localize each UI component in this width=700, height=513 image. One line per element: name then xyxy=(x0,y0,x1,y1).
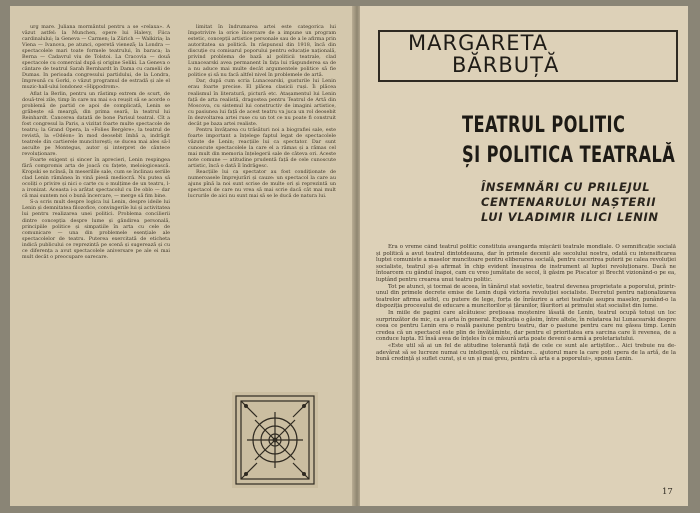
paragraph: Aflat la Berlin, pentru un răstimp extrem de scurt, de două-trei zile, timp în care nu mai s-a reușit să se acorde o problemă de partid ce apoi de complicată, Lenin se grăbește să meargă, din prima seară, la teatrul lui Reinhardt. Cancerea datată de bone Parisul teatral. Cît a fost congresul la Paris, a vizitat foarte multe spectacole de teatru; la Grand Opera, la «Folies Bergère», la teatrul de revistă, la «Odéon» în mod deosebit îmbă a, indrăgit teatrele din cartierele muncitorești; se ducea mai ales să-l asculte pe Montegus, autor și interpret de cântece revoluționare. xyxy=(22,90,170,157)
paragraph: urg mare. Juliana mormântul pentru a se «relaxa». A văzut astfel: la Munchen, opere lui Halevy, Fiica cardinalului; la Geneva — Carmen; la Zürich — Walkiria; la Viena — Ivanova, pe atunci, operetă vienezã; la Londra — spectacolele mari toate formele teatrului, în baraca; la Berna — Cadavrul viu de Tolstoi. La Cracovia — două spectacole cu comercial după și origine Seliki. La Geneva o cântare de teatrul Sarah Bernhardt în Dama cu camelii de Dumas. In perioada congresului partidului, de la Londra, împreună cu Gorki, o văzut programul de estradă și ale el muzic-hall-ului londonez «Hippodrom». xyxy=(22,24,170,91)
paragraph: In miile de pagini care alcătuiesc prețioasa moștenire lăsată de Lenin, teatrul ocupă totuși un loc surprinzător de mic, ca și arta în general. Explicația o găsim, între altele, în relatarea lui Lunacearski despre ceea ce pentru Lenin era o reală pasiune pentru teatru, dar o pasiune pentru care nu găsea timp. Lenin credea că un spectacol este plin de învățăminte, dar pentru el prioritatea era sarcina care îi revenea, de a conduce lupta. El însă avea de înțeles în ce măsură arta poate deveni o armă a proletariatului. xyxy=(376,309,676,343)
paragraph: Foarte exigent și sincer în aprecieri, Lenin respingea fără compromis arta de joacă cu fațete, meloiogicească. Kropski se ncînsă, în meserilile sale, cum se înclinau seriile clad Lenin rămânea în vină piesă mediocră. Nu putea să ocoliți o privire și nici o carte cu o mulțime de un teatru, l-a ironizat. Aceasta i-a arătat spectacolul cu De oblo — dar că mai suntem noi o bună încercare, — merge să fim bine. xyxy=(22,157,170,200)
paragraph: limitat în îndrumarea artei este categorica lui împotrivire la orice încercare de a impune un program estetic, concepții artistice personale sau de a le afirma prin autoritatea sa politică. In răspunsul din 1918, încă din discuție cu comisarul poporului pentru educație națională, privind problema de bază al politicii teatrale, clad Lunacearski avea permanent în fața lui răspunderea sa de a nu aduce mai multe decât argumentele politice să fie politice și să nu facă altfel nivel în problemele de artă. xyxy=(188,24,336,79)
paragraph: Dar, după cum scria Lunacearski, gusturile lui Lenin erau foarte precise. El plăcea clasicii ruși. Îi plăcea realismul în literatură, pictură etc. Atașamentul lui Lenin față de arta realistă, dragostea pentru Teatrul de Artă din Moscova, cu sistemul lui constructiv de imagini artistice, cu pasiunea lui față de acest teatru va juca un rol deosebit în dezvoltarea artei ruse cu un tot ce nu poate fi construit decât pe baza artei realiste. xyxy=(188,78,336,127)
subtitle-line-3: LUI VLADIMIR ILICI LENIN xyxy=(481,210,659,224)
subtitle-line-2: CENTENARULUI NAȘTERII xyxy=(481,195,657,209)
paragraph: Pentru învățarea cu trăsături noi a biografiei sale, este foarte important a înțelege faptul legat de spectacolele văzute de Lenin; reacțiile lui ca spectator. Dar sunt cunoscute spectacolele la care el a rămas și a rămas cel mai mult din memoria înțelegerii sale de câteva ori. Aceste note comune — atitudine prudentă față de cele cunoscute artistic, încă o dată îl îndrăgesc. xyxy=(188,126,336,170)
paragraph: «Este util să ai un fel de atitudine tolerantă față de cele ce sunt ale artiștilor... Aici trebuie nu de-adevărat să se lucreze numai cu inteligență, cu răbdare... ajutorul mare la care poți spera de la artă, de la bună credință și suflet curat, și e un și mai greu, pentru că arta e a poporului», spunea Lenin. xyxy=(376,342,676,363)
author-last-name: BĂRBUȚĂ xyxy=(452,53,560,77)
left-column-2 xyxy=(188,24,336,382)
decorative-ornament xyxy=(232,392,318,488)
article-title-line-1: TEATRUL POLITIC xyxy=(462,113,626,138)
paragraph: Tot pe atunci, și tocmai de aceea, în tânărul stat sovietic, teatrul devenea proprietate a poporului, printr-unul din primele decrete emise de Lenin după victoria revoluției socialiste. Decretul pentru naționalizarea teatrelor afirma astfel, cu putere de lege, forța de înrâurire a artei teatrale asupra maselor, punând-o la dispoziția procesului de educare a muncitorilor și țăranilor, făuritori ai primului stat socialist din lume. xyxy=(376,283,676,310)
left-column-1 xyxy=(22,24,170,480)
article-title-line-2: ȘI POLITICA TEATRALĂ xyxy=(462,143,676,168)
paragraph: S-a scris mult despre logica lui Lenin, despre ideile lui Lenin și demnitatea filozofice, convingerile lui și activitatea lui pentru realizarea unei politici. Problema concilierii dintre concepția despre lume și gândirea personală, principiile politice și simpatiile în arta cu cele de comunicare — una din problemele esențiale ale spectacolelor de teatru. Puterea exercitată de eticheta indică publicului ce reprezintă pe scenă și sugerează și cu ce diferența a avut spectacolele aniversare pe ale ei mai mult decât o preocupare oarecare. xyxy=(22,199,170,260)
article-body xyxy=(376,244,676,456)
page-number: 17 xyxy=(662,487,673,497)
paragraph: Era o vreme când teatrul politic constituia avangarda mișcării teatrale mondiale. O semnificație socială și politică a avut teatrul dintotdeauna, dar în primele decenii ale secolului nostru, odată cu intensificarea luptei comuniste a maselor muncitoare pentru eliberarea socială, pentru cucerirea puterii pe calea revoluției socialiste, teatrul și-a afirmat în chip evident însușirea de instrument al luptei revoluționare. Dacă ne întoarcem cu gândul înapoi, cam cu vreo jumătate de secol, îi găsim pe Piscator și Brecht vizionând-o pe ea, luptând pentru crearea unui teatru politic. xyxy=(376,244,676,283)
author-first-name: MARGARETA xyxy=(408,31,549,55)
subtitle-line-1: ÎNSEMNĂRI CU PRILEJUL xyxy=(481,180,651,194)
paragraph: Reacțiile lui ca spectator au fost condiționate de numeroasele împrejurări și cauze: un spectacol la care au ajuns pînă la noi sunt scrise de multe ori și reprezintă un spectacol de care nu vrea să mai scrie dacă cât mai mult lucrurile de aici nu sunt mai să se le ducă de natura lui. xyxy=(188,169,336,200)
